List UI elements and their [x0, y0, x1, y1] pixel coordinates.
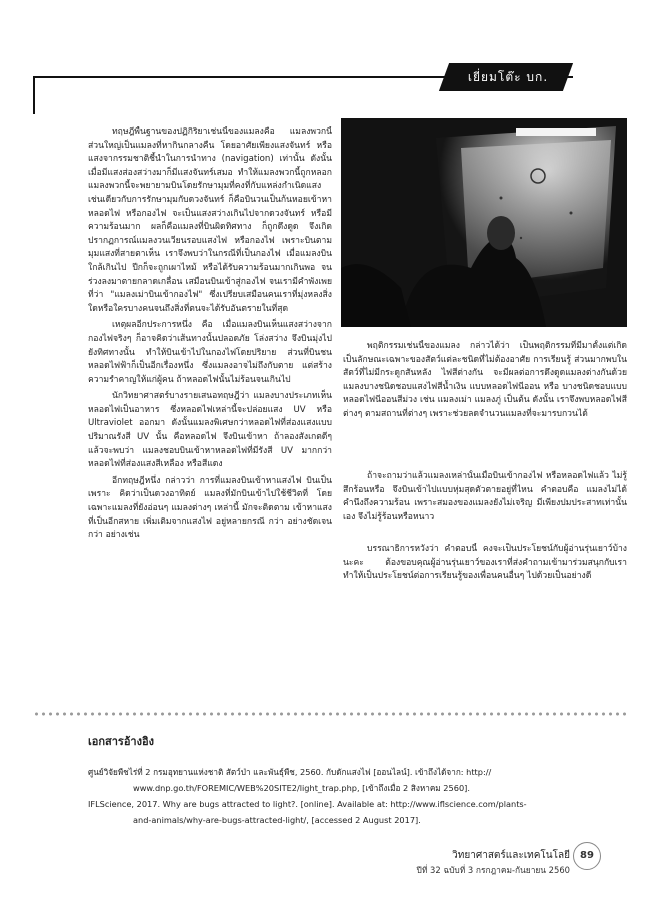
body-paragraph: นักวิทยาศาสตร์บางรายเสนอทฤษฎีว่า แมลงบางประเภทเห็นหลอดไฟเป็นอาหาร ซึ่งหลอดไฟเหล่านี้จะปล่อยแสง UV หรือ Ultraviolet ออกมา ดังนั้นแมลงพิเศษกว่าหลอดไฟที่ส่องแสงแบบปริมาณรังสี UV นั้น คือหลอดไฟ จึงบินเข้าหา ถ้าลองสังเกตดีๆ แล้วจะพบว่า แมลงชอบบินเข้าหาหลอดไฟที่มีรังสี UV มากกว่าหลอดไฟที่ส่องแสงสีเหลือง หรือสีแดง — [88, 391, 332, 470]
article-photo — [341, 118, 627, 327]
reference-1-line-1: ศูนย์วิจัยพืชไร่ที่ 2 กรมอุทยานแห่งชาติ สัตว์ป่า และพันธุ์พืช, 2560. กับดักแสงไฟ [ออนไลน์]. เข้าถึงได้จาก: http:// — [88, 767, 492, 777]
body-paragraph: ทฤษฎีพื้นฐานของปฏิกิริยาเช่นนี้ของแมลงคือ แมลงพวกนี้ส่วนใหญ่เป็นแมลงที่หากินกลางคืน โดยอาศัยเพียงแสงจันทร์ หรือแสงจากรรมชาติชี้นำในการนำทาง (navigation) เท่านั้น ดังนั้น เมื่อมีแสงส่องสว่างมาก็มีแสงจันทร์เสมอ ทำให้แมลงพวกนี้ถูกหลอก แมลงพวกนี้จะพยายามบินโดยรักษามุมที่คงที่กับแหล่งกำเนิดแสงเช่นเดียวกับการรักษามุมกับดวงจันทร์ ก็คือบินวนเป็นก้นหอยเข้าหาหลอดไฟ หรือกองไฟ จะเป็นแสงสว่างเกินไปจากดวงจันทร์ หรือมีความร้อนมาก ผลก็คือแมลงที่บินผิดทิศทาง ก็ถูกดึงดูด จึงเกิดปรากฏการณ์แมลงวนเวียนรอบแสงไฟ หรือกองไฟ เพราะบินตามมุมแสงที่สายตาเห็น เราจึงพบว่าในกรณีที่เป็นกองไฟ เมื่อแมลงบินใกล้เกินไป ปีกก็จะถูกเผาไหม้ หรือได้รับความร้อนมากเกินพอ จนร่วงลงมาตายกลาดเกลื่อน เสมือนบินเข้าสู่กองไฟ จนเรามีคำพังเพยที่ว่า "แมลงเม่าบินเข้ากองไฟ" ซึ่งเปรียบเสมือนคนเราที่มุ่งหลงสิ่งใดหรือใครบางคนจนถึงสิ่งที่ตนจะได้รับอันตรายในที่สุด — [88, 127, 332, 314]
body-paragraph: ถ้าจะถามว่าแล้วแมลงเหล่านั้นเมื่อบินเข้ากองไฟ หรือหลอดไฟแล้ว ไม่รู้สึกร้อนหรือ จึงบินเข้าไปแบบหุ่มสุดตัวตายอยู่ที่ไหน คำตอบคือ แมลงไม่ได้คำนึงถึงความร้อน เพราะสมองของแมลงยังไม่เจริญ มีเพียงปมประสาทเท่านั้นเอง จึงไม่รู้ร้อนหรือหนาว — [343, 471, 627, 522]
reference-2-line-1: IFLScience, 2017. Why are bugs attracted to light?. [online]. Available at: http://www.iflscience.com/plants- — [88, 799, 527, 809]
body-paragraph: อีกทฤษฎีหนึ่ง กล่าวว่า การที่แมลงบินเข้าหาแสงไฟ บินเป็นเพราะ คิดว่าเป็นดวงอาทิตย์ แมลงที่มักบินเข้าไปใช้ชีวิตที่ โดยเฉพาะแมลงที่ยังอ่อนๆ แมลงต่างๆ เหล่านี้ มักจะติดตาม เข้าหาแสงที่เป็นอีกสหาย เพิ่มเติมจากแสงไฟ อยู่หลายกรณี กว่า อย่างชัดเจนกว่า อย่างเช่น — [88, 475, 332, 541]
body-left-column — [88, 126, 332, 694]
body-paragraph: พฤติกรรมเช่นนี้ของแมลง กล่าวได้ว่า เป็นพฤติกรรมที่มีมาตั้งแต่เกิด เป็นลักษณะเฉพาะของสัตว์แต่ละชนิดที่ไม่ต้องอาศัย การเรียนรู้ ส่วนมากพบในสัตว์ที่ไม่มีกระดูกสันหลัง ไฟสีต่างกัน จะมีผลต่อการดึงดูดแมลงต่างกันด้วย แมลงบางชนิดชอบแสงไฟสีน้ำเงิน แบบหลอดไฟนีออน หรือ บางชนิดชอบแบบหลอดไฟนีออนสีม่วง เช่น แมลงเม่า แมลงภู่ เป็นต้น ดังนั้น เราจึงพบหลอดไฟสีต่างๆ ตามสถานที่ต่างๆ เพราะช่วยลดจำนวนแมลงที่จะมารบกวนได้ — [343, 341, 627, 419]
page-number: 89 — [580, 850, 594, 861]
section-tab-label: เยี่ยมโต๊ะ บก. — [467, 70, 549, 84]
reference-1-line-2: www.dnp.go.th/FOREMIC/WEB%20SITE2/light_trap.php, [เข้าถึงเมื่อ 2 สิงหาคม 2560]. — [133, 783, 470, 793]
journal-name: วิทยาศาสตร์และเทคโนโลยี — [452, 850, 570, 861]
photo-illustration — [341, 118, 627, 327]
reference-2-line-2: and-animals/why-are-bugs-attracted-light/, [accessed 2 August 2017]. — [133, 815, 421, 825]
references-title: เอกสารอ้างอิง — [88, 735, 154, 748]
body-paragraph: เหตุผลอีกประการหนึ่ง คือ เมื่อแมลงบินเห็นแสงสว่างจากกองไฟจริงๆ ก็อาจคิดว่าเส้นทางนั้นปลอดภัย โล่งสว่าง จึงบินมุ่งไปยังทิศทางนั้น ทำให้บินเข้าไปในกองไฟโดยปริยาย ส่วนที่บินชนหลอดไฟฟ้าก็เป็นอีกเรื่องหนึ่ง ซึ่งแมลงอาจไม่ถึงกับตาย แต่สร้างความรำคาญให้แก่ผู้คน ถ้าหลอดไฟนั้นไม่ร้อนจนเกินไป — [88, 320, 332, 385]
body-right-column-block-3 — [343, 543, 627, 643]
body-paragraph: บรรณาธิการหวังว่า คำตอบนี้ คงจะเป็นประโยชน์กับผู้อ่านรุ่นเยาว์บ้างนะคะ ต้องขอบคุณผู้อ่านรุ่นเยาว์ของเราที่ส่งคำถามเข้ามาร่วมสนุกกับเรา ทำให้เป็นประโยชน์ต่อการเรียนรู้ของเพื่อนคนอื่นๆ ไปด้วยเป็นอย่างดี — [343, 544, 627, 582]
body-right-column-block-1 — [343, 340, 627, 467]
dotted-separator — [33, 711, 627, 717]
header-rule-left — [33, 76, 35, 114]
journal-issue: ปีที่ 32 ฉบับที่ 3 กรกฎาคม-กันยายน 2560 — [416, 865, 570, 875]
body-right-column-block-2 — [343, 470, 627, 540]
